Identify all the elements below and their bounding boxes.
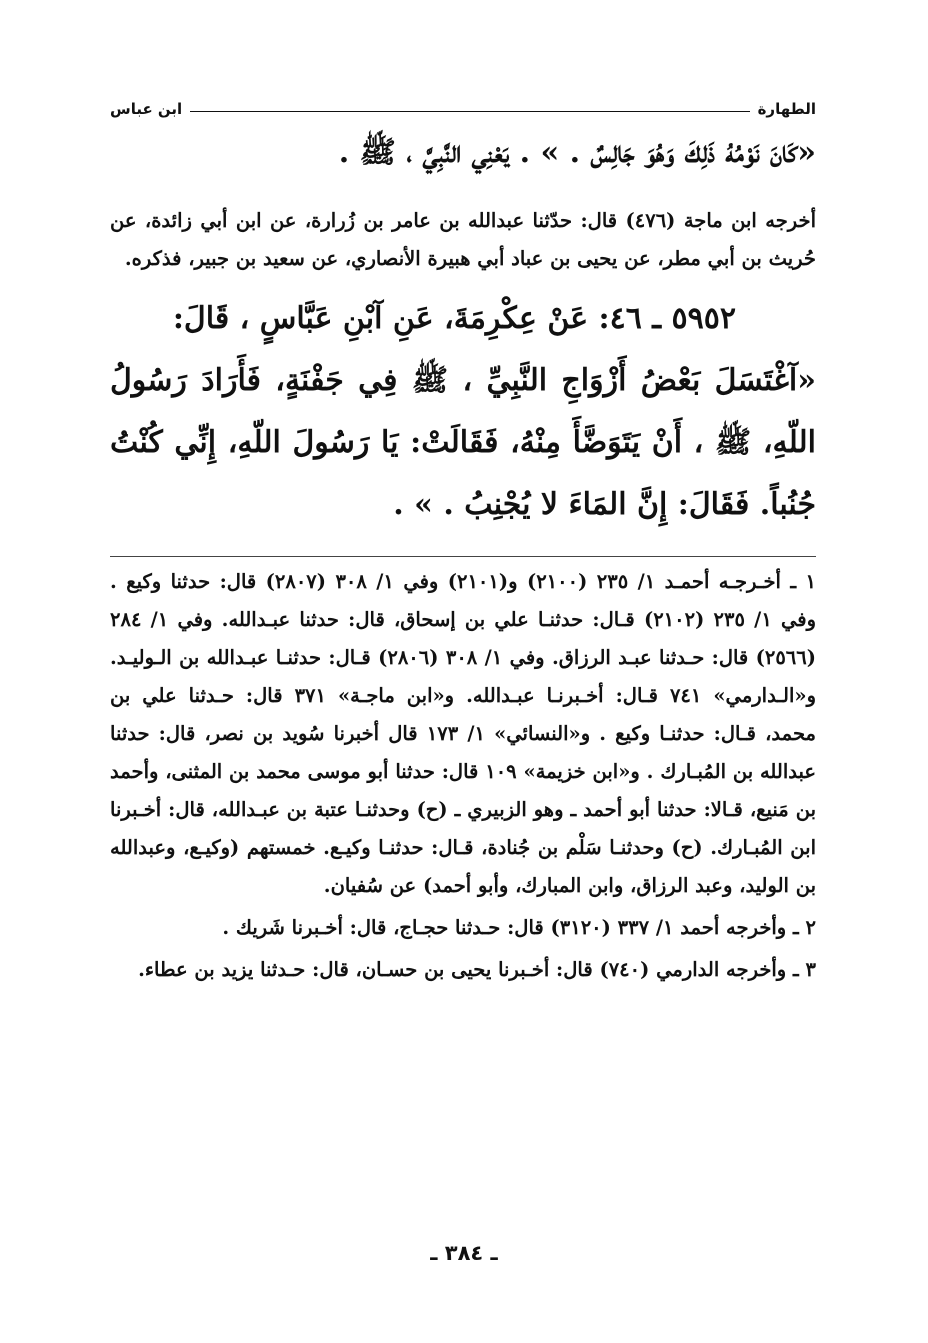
previous-hadith-takhrij: أخرجه ابن ماجة (٤٧٦) قال: حدّثنا عبدالله بن عامر بن زُرارة، عن ابن أبي زائدة، عن حُريث بن أبي مطر، عن يحيى بن عباد أبي هبيرة الأنصاري، عن سعيد بن جبير، فذكره.: [110, 209, 816, 270]
hadith-block: [110, 288, 816, 536]
footnote-separator: [110, 556, 816, 557]
header-rule: [190, 111, 749, 112]
footnote-3: ٣ ـ وأخرجه الدارمي (٧٤٠) قال: أخـبرنا يحيى بن حسـان، قال: حـدثنا يزيد بن عطاء.: [138, 958, 816, 981]
footnote-1: ١ ـ أخـرجـه أحمـد ١/ ٢٣٥ (٢١٠٠) و(٢١٠١) وفي ١/ ٣٠٨ (٢٨٠٧) قال: حدثنا وكيع . وفي ١/ ٢٣٥ (٢١٠٢) قـال: حدثنـا علي بن إسحاق، قال: حدثنا عبـدالله. وفي ١/ ٢٨٤ (٢٥٦٦) قال: حـدثنا عبـد الرزاق. وفي ١/ ٣٠٨ (٢٨٠٦) قـال: حدثنـا عبـدالله بن الـوليـد. و«الـدارمي» ٧٤١ قـال: أخـبرنـا عبـدالله. و«ابن ماجـة» ٣٧١ قال: حـدثنا علي بن محمد، قـال: حدثنـا وكيع . و«النسائي» ١/ ١٧٣ قال أخبرنا سُويد بن نصر، قال: حدثنا عبدالله بن المُبـارك . و«ابن خزيمة» ١٠٩ قال: حدثنا أبو موسى محمد بن المثنى، وأحمد بن مَنيع، قـالا: حدثنا أبو أحمد ـ وهو الزبيري ـ (ح) وحدثنـا عتبة بن عبـدالله، قال: أخـبرنا ابن المُبـارك. (ح) وحدثنـا سَلْم بن جُنادة، قـال: حدثنـا وكيـع. خمستهم (وكيـع، وعبدالله بن الوليد، وعبد الرزاق، وابن المبارك، وأبو أحمد) عن سُفيان.: [110, 570, 817, 897]
page-number: ـ ٣٨٤ ـ: [430, 1241, 498, 1265]
chapter-title: الطهارة: [757, 100, 816, 118]
hadith-matn: «آغْتَسَلَ بَعْضُ أَزْوَاجِ النَّبِيِّ ، ﷺ فِي جَفْنَةٍ، فَأَرَادَ رَسُولُ اللّهِ، ﷺ ، أَنْ يَتَوَضَّأَ مِنْهُ، فَقَالَتْ: يَا رَسُولَ اللّهِ، إِنِّي كُنْتُ جُنُباً. فَقَالَ: إِنَّ المَاءَ لا يُجْنِبُ . » .: [110, 363, 816, 522]
section-title: ابن عباس: [110, 100, 183, 118]
page-body: [110, 92, 816, 989]
hadith-number-and-isnad: ٥٩٥٢ ـ ٤٦: عَنْ عِكْرِمَةَ، عَنِ آبْنِ عَبَّاسٍ ، قَالَ:: [172, 301, 736, 336]
footnote-2: ٢ ـ وأخرجه أحمد ١/ ٣٣٧ (٣١٢٠) قال: حـدثنا حجـاج، قال: أخـبرنا شَريك .: [222, 916, 816, 939]
footnotes: [110, 563, 816, 989]
previous-hadith-ending: «كَانَ نَوْمُهُ ذَلِكَ وَهُوَ جَالِسٌ . » . يَعْنِي النَّبِيَّ ، ﷺ .: [338, 135, 816, 170]
running-header: [110, 92, 816, 118]
